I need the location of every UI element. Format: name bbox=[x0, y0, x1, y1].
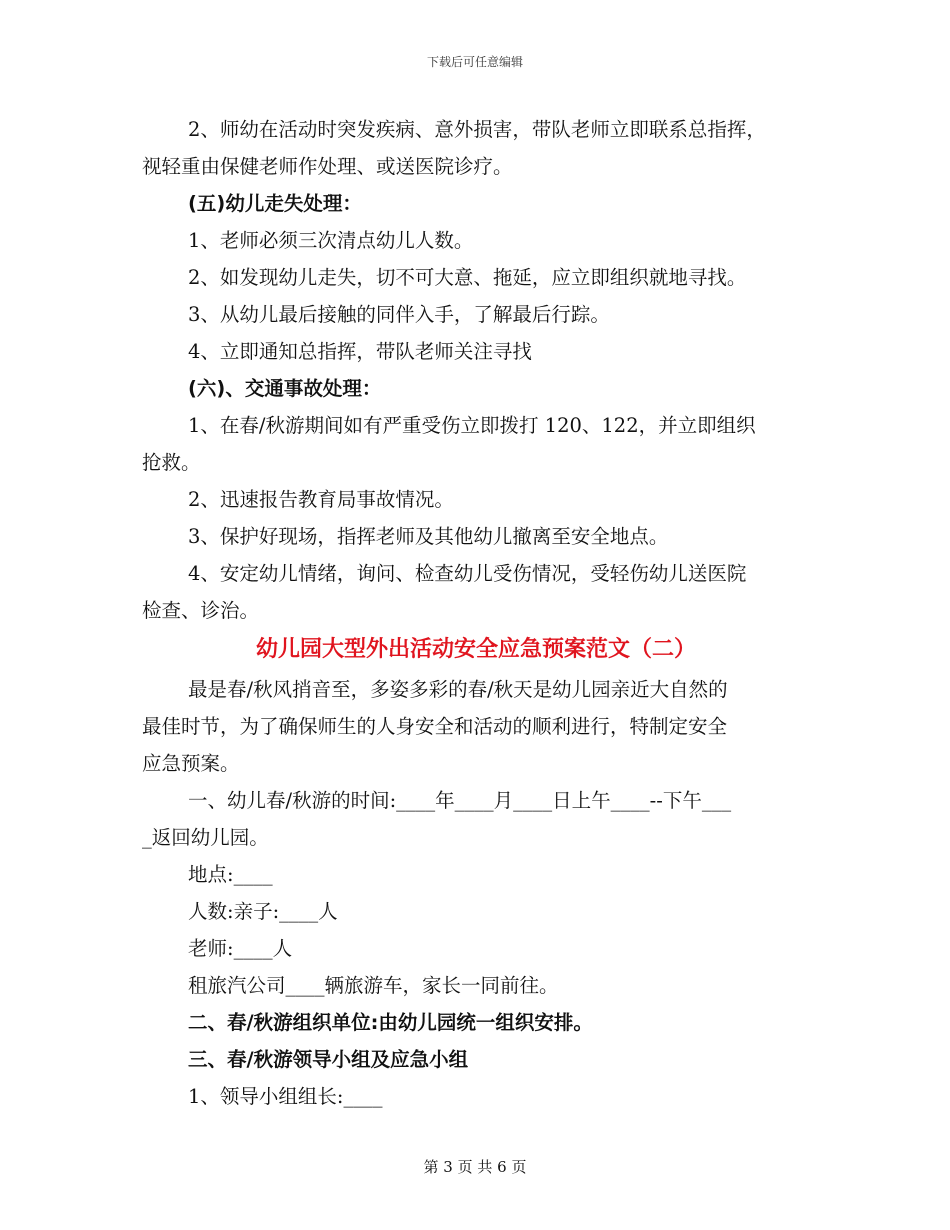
paragraph: 最是春/秋风捎音至，多姿多彩的春/秋天是幼儿园亲近大自然的 bbox=[188, 678, 728, 701]
paragraph: 检查、诊治。 bbox=[142, 599, 260, 622]
document-body bbox=[142, 111, 810, 1115]
paragraph: 1、在春/秋游期间如有严重受伤立即拨打 120、122，并立即组织 bbox=[188, 414, 756, 437]
section-heading: (五)幼儿走失处理： bbox=[188, 192, 362, 215]
paragraph: 视轻重由保健老师作处理、或送医院诊疗。 bbox=[142, 155, 513, 178]
paragraph: 2、如发现幼儿走失，切不可大意、拖延，应立即组织就地寻找。 bbox=[188, 266, 747, 289]
paragraph: 一、幼儿春/秋游的时间:____年____月____日上午____--下午___ bbox=[188, 789, 732, 812]
paragraph: 租旅汽公司____辆旅游车，家长一同前往。 bbox=[188, 974, 559, 997]
paragraph: 2、师幼在活动时突发疾病、意外损害，带队老师立即联系总指挥， bbox=[188, 118, 766, 141]
paragraph: 3、从幼儿最后接触的同伴入手，了解最后行踪。 bbox=[188, 303, 610, 326]
paragraph: 4、立即通知总指挥，带队老师关注寻找 bbox=[188, 340, 532, 363]
page-header: 下载后可任意编辑 bbox=[426, 55, 523, 69]
paragraph: 人数:亲子:____人 bbox=[188, 900, 338, 923]
paragraph: 抢救。 bbox=[142, 451, 201, 474]
paragraph: 1、领导小组组长:____ bbox=[188, 1085, 383, 1108]
paragraph: 最佳时节，为了确保师生的人身安全和活动的顺利进行，特制定安全 bbox=[142, 715, 728, 738]
document-title: 幼儿园大型外出活动安全应急预案范文（二） bbox=[255, 637, 696, 662]
paragraph: 应急预案。 bbox=[142, 752, 240, 775]
paragraph: _返回幼儿园。 bbox=[142, 826, 269, 849]
section-heading: 三、春/秋游领导小组及应急小组 bbox=[188, 1048, 469, 1071]
section-heading: 二、春/秋游组织单位:由幼儿园统一组织安排。 bbox=[188, 1011, 593, 1034]
paragraph: 4、安定幼儿情绪，询问、检查幼儿受伤情况，受轻伤幼儿送医院 bbox=[188, 562, 747, 585]
paragraph: 1、老师必须三次清点幼儿人数。 bbox=[188, 229, 474, 252]
section-heading: (六)、交通事故处理： bbox=[188, 377, 382, 400]
paragraph: 3、保护好现场，指挥老师及其他幼儿撤离至安全地点。 bbox=[188, 525, 669, 548]
page-footer: 第 3 页 共 6 页 bbox=[423, 1158, 527, 1176]
paragraph: 老师:____人 bbox=[188, 937, 293, 960]
paragraph: 2、迅速报告教育局事故情况。 bbox=[188, 488, 454, 511]
paragraph: 地点:____ bbox=[188, 863, 273, 886]
